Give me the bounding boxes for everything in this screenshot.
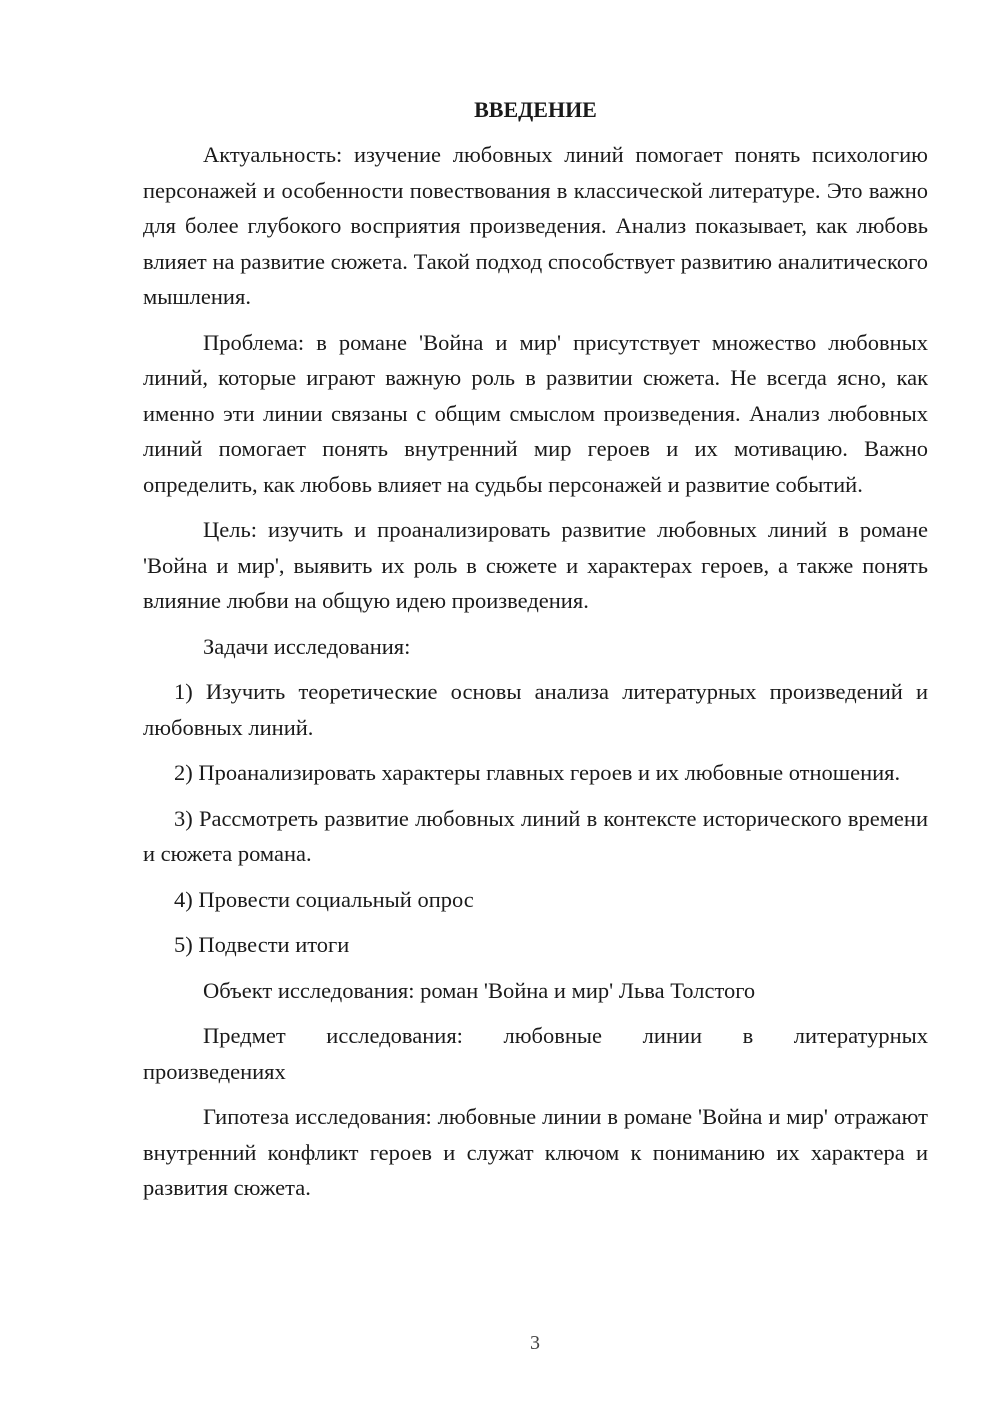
paragraph-subject-line-2: произведениях	[143, 1058, 286, 1084]
page-content	[143, 95, 928, 1216]
section-heading: ВВЕДЕНИЕ	[474, 97, 597, 122]
page-number: 3	[530, 1332, 540, 1354]
paragraph-subject-line-1: Предмет исследования: любовные линии в литературных	[203, 1023, 928, 1048]
tasks-title: Задачи исследования:	[203, 633, 411, 659]
task-item-1: 1) Изучить теоретические основы анализа литературных произведений и любовных линий.	[143, 679, 928, 740]
paragraph-object: Объект исследования: роман 'Война и мир' Льва Толстого	[203, 977, 756, 1003]
paragraph-problem: Проблема: в романе 'Война и мир' присутствует множество любовных линий, которые играют важную роль в развитии сюжета. Не всегда ясно, как именно эти линии связаны с общим смыслом произведения. Анализ любовных линий помогает понять внутренний мир героев и их мотивацию. Важно определить, как любовь влияет на судьбы персонажей и развитие событий.	[143, 329, 928, 497]
task-item-4: 4) Провести социальный опрос	[174, 886, 474, 912]
task-item-5: 5) Подвести итоги	[174, 932, 350, 957]
paragraph-hypothesis: Гипотеза исследования: любовные линии в романе 'Война и мир' отражают внутренний конфликт героев и служат ключом к пониманию их характера и развития сюжета.	[143, 1104, 928, 1200]
task-item-2: 2) Проанализировать характеры главных героев и их любовные отношения.	[174, 760, 901, 785]
paragraph-goal: Цель: изучить и проанализировать развитие любовных линий в романе 'Война и мир', выявить их роль в сюжете и характерах героев, а также понять влияние любви на общую идею произведения.	[143, 517, 928, 613]
paragraph-relevance: Актуальность: изучение любовных линий помогает понять психологию персонажей и особенности повествования в классической литературе. Это важно для более глубокого восприятия произведения. Анализ показывает, как любовь влияет на развитие сюжета. Такой подход способствует развитию аналитического мышления.	[143, 142, 928, 309]
task-item-3: 3) Рассмотреть развитие любовных линий в контексте исторического времени и сюжета романа.	[143, 805, 928, 866]
